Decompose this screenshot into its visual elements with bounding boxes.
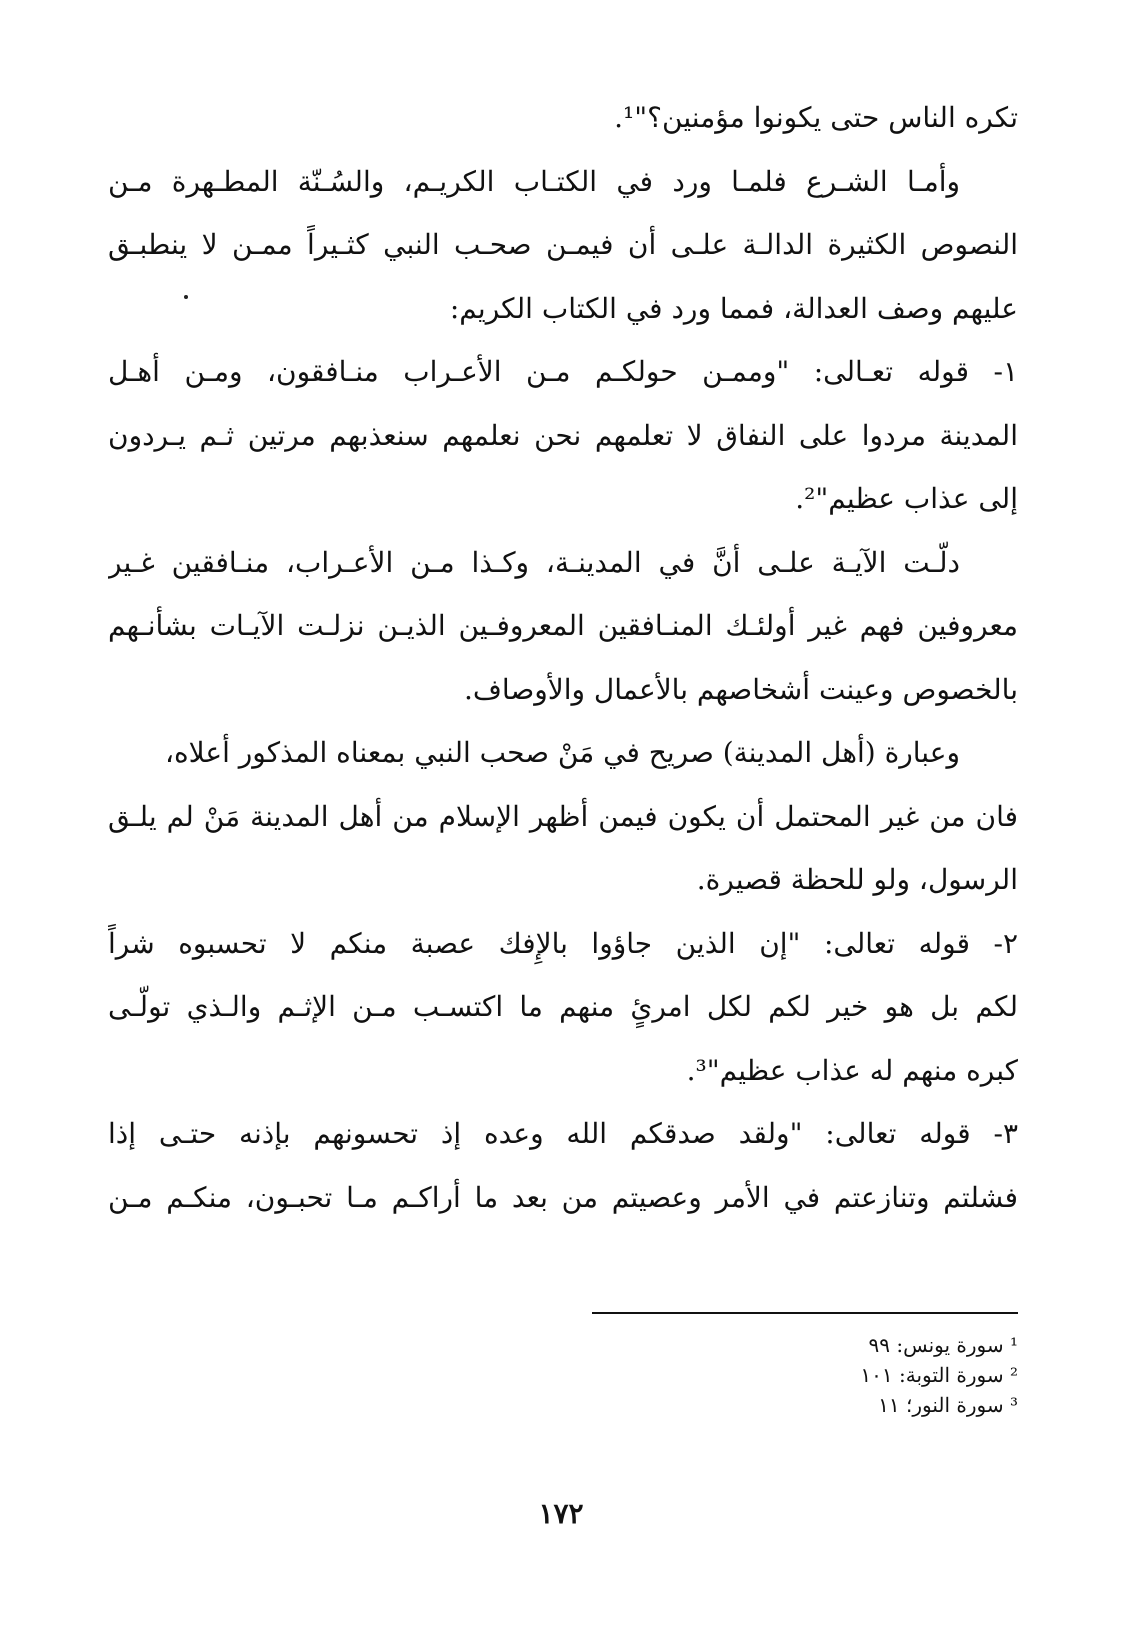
footnote: ³ سورة النور؛ ١١	[878, 1393, 1018, 1417]
page-number: ١٧٢	[538, 1497, 584, 1530]
text-line: المدينة مردوا على النفاق لا تعلمهم نحن نعلمهم سنعذبهم مرتين ثـم يـردون	[108, 418, 1018, 452]
text-line: فشلتم وتنازعتم في الأمر وعصيتم من بعد ما أراكـم مـا تحبـون، منكـم مـن	[108, 1180, 1018, 1214]
text-line: ١- قوله تعـالى: "وممـن حولكـم مـن الأعـراب منـافقون، ومـن أهـل	[108, 355, 1018, 388]
text-line: إلى عذاب عظيم"².	[795, 482, 1018, 515]
text-line: ٢- قوله تعالى: "إن الذين جاؤوا بالإِفك عصبة منكم لا تحسبوه شراً	[108, 926, 1018, 960]
footnotes	[560, 1330, 1018, 1420]
text-line: عليهم وصف العدالة، فمما ورد في الكتاب الكريم:	[449, 291, 1018, 325]
text-line: الرسول، ولو للحظة قصيرة.	[696, 863, 1018, 896]
footnote: ¹ سورة يونس: ٩٩	[868, 1333, 1018, 1357]
body-text	[108, 86, 1018, 1229]
text-line: فان من غير المحتمل أن يكون فيمن أظهر الإسلام من أهل المدينة مَنْ لم يلـق	[108, 799, 1018, 833]
text-line: تكره الناس حتى يكونوا مؤمنين؟"¹.	[614, 101, 1018, 134]
text-line: لكم بل هو خير لكم لكل امرئٍ منهم ما اكتسـب مـن الإثـم والـذي تولّـى	[108, 990, 1018, 1023]
footnote-separator	[592, 1312, 1018, 1314]
text-line: معروفين فهم غير أولئـك المنـافقين المعروفـين الذيـن نزلـت الآيـات بشأنـهم	[108, 609, 1018, 642]
text-line: ٣- قوله تعالى: "ولقد صدقكم الله وعده إذ تحسونهم بإذنه حتـى إذا	[108, 1117, 1018, 1150]
text-line: وعبارة (أهل المدينة) صريح في مَنْ صحب النبي بمعناه المذكور أعلاه،	[164, 736, 960, 769]
footnote: ² سورة التوبة: ١٠١	[860, 1363, 1018, 1387]
text-line: دلّـت الآيـة علـى أنَّ في المدينـة، وكـذا مـن الأعـراب، منـافقين غـير	[108, 545, 961, 579]
text-line: كبره منهم له عذاب عظيم"³.	[686, 1053, 1018, 1087]
print-speck	[184, 295, 188, 299]
text-line: وأمـا الشـرع فلمـا ورد في الكتـاب الكريـم، والسُـنّة المطـهرة مـن	[108, 164, 960, 198]
text-line: بالخصوص وعينت أشخاصهم بالأعمال والأوصاف.	[464, 672, 1018, 706]
text-line: النصوص الكثيرة الدالـة علـى أن فيمـن صحـب النبي كثـيراً ممـن لا ينطبـق	[108, 228, 1018, 261]
